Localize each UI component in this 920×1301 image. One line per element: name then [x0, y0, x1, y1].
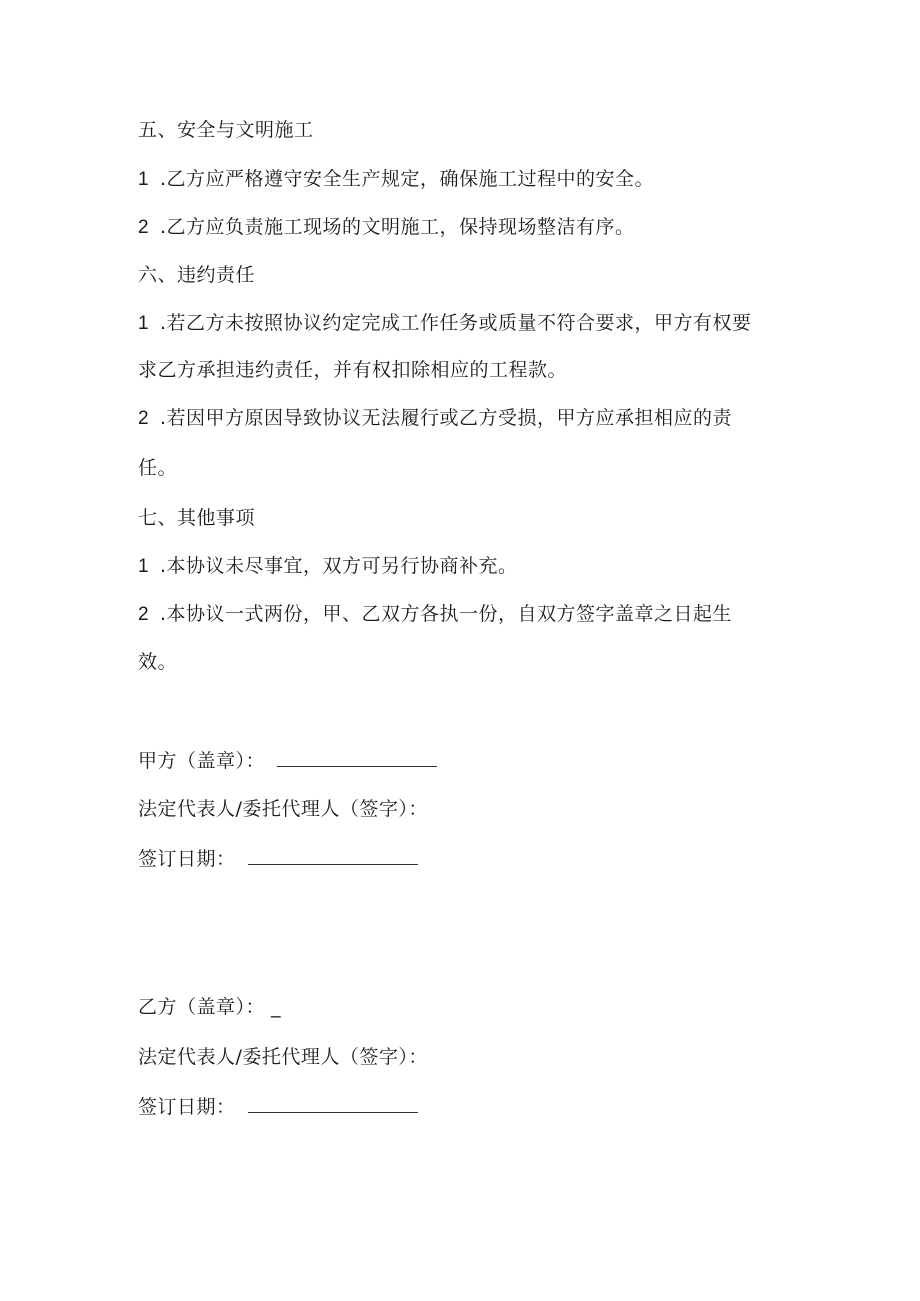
- item-text: .若因甲方原因导致协议无法履行或乙方受损，甲方应承担相应的责: [160, 407, 733, 429]
- party-b-seal-label: 乙方（盖章）：: [138, 996, 266, 1018]
- section-seven-item-2-continuation: 效。: [138, 651, 178, 673]
- section-six-item-2: [138, 406, 732, 431]
- section-five-item-2: [138, 215, 635, 240]
- section-six-heading: 六、违约责任: [138, 264, 256, 286]
- party-b-date-label: 签订日期：: [138, 1096, 236, 1118]
- party-a-seal-label: 甲方（盖章）：: [138, 750, 266, 772]
- party-b-rep-label: 法定代表人/委托代理人（签字）：: [138, 1046, 428, 1068]
- party-a-date-row: [138, 846, 418, 871]
- section-seven-item-1: [138, 554, 518, 579]
- section-five-item-1: [138, 167, 654, 192]
- item-number: 1: [138, 556, 150, 577]
- party-a-seal-blank[interactable]: [277, 748, 437, 767]
- party-a-date-blank[interactable]: [248, 846, 418, 865]
- item-number: 1: [138, 313, 150, 334]
- section-six-item-1: [138, 311, 752, 336]
- item-number: 2: [138, 217, 150, 238]
- section-five-heading: 五、安全与文明施工: [138, 119, 314, 141]
- item-number: 2: [138, 604, 150, 625]
- party-b-date-row: [138, 1094, 418, 1119]
- section-seven-heading: 七、其他事项: [138, 507, 256, 529]
- item-text: .若乙方未按照协议约定完成工作任务或质量不符合要求，甲方有权要: [160, 312, 752, 334]
- party-a-date-label: 签订日期：: [138, 848, 236, 870]
- item-text: .本协议一式两份，甲、乙双方各执一份，自双方签字盖章之日起生: [160, 603, 733, 625]
- item-number: 1: [138, 169, 150, 190]
- item-text: .本协议未尽事宜，双方可另行协商补充。: [160, 555, 518, 577]
- item-number: 2: [138, 408, 150, 429]
- party-a-seal-row: [138, 748, 437, 773]
- section-six-item-1-continuation: 求乙方承担违约责任，并有权扣除相应的工程款。: [138, 359, 568, 381]
- section-six-item-2-continuation: 任。: [138, 457, 178, 479]
- party-a-rep-label: 法定代表人/委托代理人（签字）：: [138, 798, 428, 820]
- party-b-seal-blank[interactable]: _: [271, 996, 282, 1018]
- item-text: .乙方应严格遵守安全生产规定，确保施工过程中的安全。: [160, 168, 655, 190]
- item-text: .乙方应负责施工现场的文明施工，保持现场整洁有序。: [160, 216, 635, 238]
- party-b-seal-row: [138, 995, 281, 1019]
- section-seven-item-2: [138, 602, 732, 627]
- party-b-date-blank[interactable]: [248, 1094, 418, 1113]
